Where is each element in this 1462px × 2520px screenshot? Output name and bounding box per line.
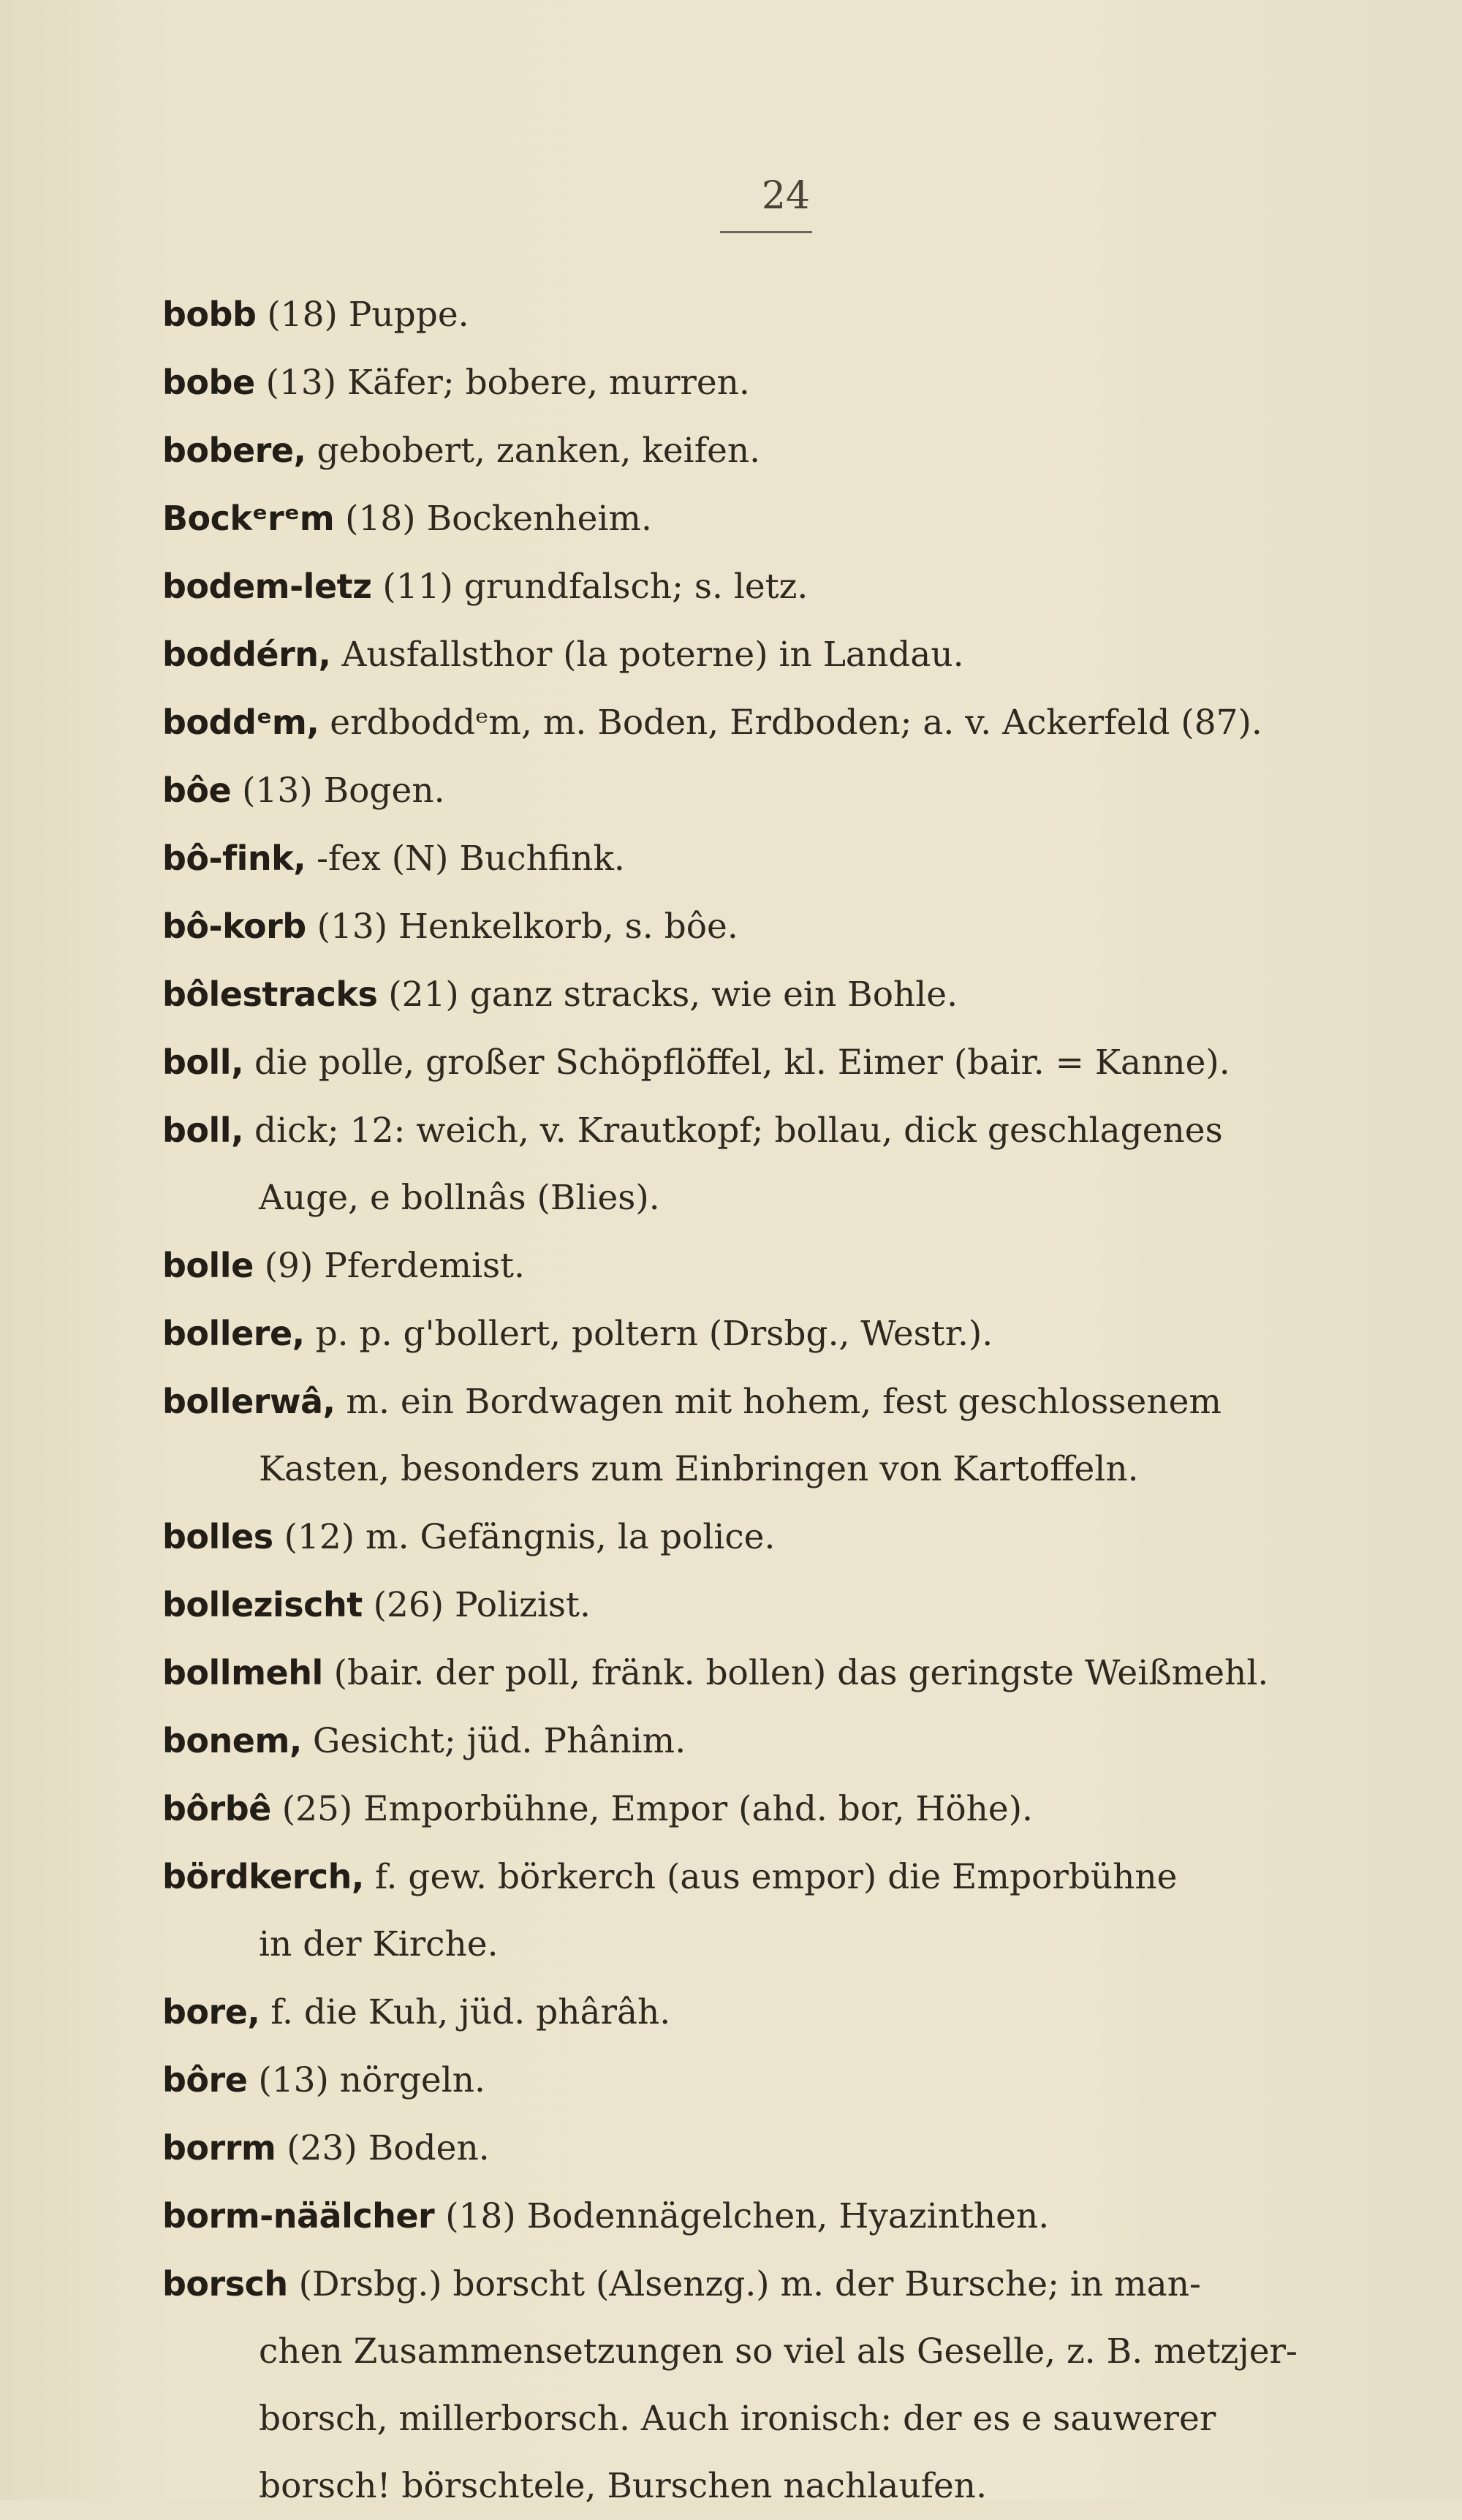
definition: die polle, großer Schöpflöffel, kl. Eimer (bair. = Kanne). [243, 1043, 1230, 1083]
definition: Ausfallsthor (la poterne) in Landau. [330, 635, 964, 675]
definition: (25) Emporbühne, Empor (ahd. bor, Höhe). [270, 1789, 1033, 1829]
headword: bôe [162, 771, 232, 810]
entry-bolle [162, 1232, 1434, 1300]
entry-bobb [162, 281, 1434, 349]
entry-continuation: in der Kirche. [259, 1924, 499, 1964]
headword: bôrbê [162, 1789, 271, 1828]
definition: -fex (N) Buchfink. [306, 839, 625, 879]
headword: bore, [162, 1992, 260, 2032]
definition: (13) Bogen. [231, 771, 445, 811]
entry-bordkerch [162, 1843, 1434, 1911]
definition: (13) Käfer; bobere, murren. [254, 363, 750, 403]
headword: bobb [162, 295, 257, 334]
definition: (26) Polizist. [362, 1585, 591, 1625]
headword: bôre [162, 2060, 248, 2100]
definition: f. gew. börkerch (aus empor) die Emporbühne [363, 1857, 1178, 1897]
definition: (9) Pferdemist. [253, 1246, 525, 1286]
headword: borm-näälcher [162, 2196, 435, 2236]
entry-boe [162, 757, 1434, 825]
entry-bore-2 [162, 2046, 1434, 2114]
headword: bollmehl [162, 1653, 323, 1692]
entry-continuation: borsch, millerborsch. Auch ironisch: der es e sauwerer [259, 2399, 1216, 2439]
headword: bobe [162, 363, 255, 402]
headword: bollerwâ, [162, 1382, 336, 1421]
definition: dick; 12: weich, v. Krautkopf; bollau, dick geschlagenes [243, 1110, 1223, 1151]
entry-bore-1 [162, 1978, 1434, 2046]
entry-borrm [162, 2114, 1434, 2182]
definition: (13) nörgeln. [247, 2060, 485, 2100]
headword: bollere, [162, 1314, 305, 1353]
headword: borrm [162, 2128, 276, 2168]
entry-bockerem [162, 485, 1434, 553]
headword: Bockᵉrᵉm [162, 499, 335, 538]
entry-continuation: chen Zusammensetzungen so viel als Geselle, z. B. metzjer- [259, 2331, 1298, 2372]
definition: (13) Henkelkorb, s. bôe. [306, 907, 738, 947]
entry-borm-naalcher [162, 2182, 1434, 2250]
definition: (18) Bockenheim. [334, 499, 652, 539]
entry-continuation: Auge, e bollnâs (Blies). [259, 1178, 660, 1218]
entry-bobere [162, 417, 1434, 485]
dictionary-entries [162, 281, 1434, 2520]
headword: bobere, [162, 431, 306, 470]
entry-bollezischt [162, 1571, 1434, 1639]
headword: bonem, [162, 1721, 302, 1760]
definition: (23) Boden. [276, 2128, 490, 2168]
definition: erdboddᵉm, m. Boden, Erdboden; a. v. Ackerfeld (87). [319, 703, 1262, 743]
definition: (12) m. Gefängnis, la police. [273, 1517, 776, 1557]
headword: bô-korb [162, 907, 306, 946]
headword: bördkerch, [162, 1857, 364, 1896]
entry-bo-fink [162, 825, 1434, 893]
entry-bobe [162, 349, 1434, 417]
headword: bolle [162, 1246, 254, 1285]
entry-bodem-letz [162, 553, 1434, 621]
definition: (11) grundfalsch; s. letz. [371, 567, 808, 607]
headword: boddᵉm, [162, 703, 319, 742]
definition: (18) Bodennägelchen, Hyazinthen. [434, 2196, 1050, 2236]
entry-bolestracks [162, 961, 1434, 1029]
definition: m. ein Bordwagen mit hohem, fest geschlossenem [335, 1382, 1222, 1422]
headword: boll, [162, 1110, 244, 1150]
entry-bo-korb [162, 893, 1434, 961]
entry-boddem [162, 689, 1434, 757]
definition: Gesicht; jüd. Phânim. [301, 1721, 686, 1761]
entry-bollmehl [162, 1639, 1434, 1707]
definition: f. die Kuh, jüd. phârâh. [260, 1992, 671, 2032]
entry-continuation: borsch! börschtele, Burschen nachlaufen. [259, 2466, 988, 2506]
header-rule [720, 231, 812, 233]
definition: (18) Puppe. [256, 295, 469, 335]
entry-borbe [162, 1775, 1434, 1843]
definition: gebobert, zanken, keifen. [306, 431, 761, 471]
entry-bollerwa [162, 1368, 1434, 1436]
definition: (bair. der poll, fränk. bollen) das geringste Weißmehl. [322, 1653, 1269, 1693]
entry-bollere [162, 1300, 1434, 1368]
entry-continuation: Kasten, besonders zum Einbringen von Kartoffeln. [259, 1449, 1139, 1489]
headword: bôlestracks [162, 975, 378, 1014]
entry-boddern [162, 621, 1434, 689]
headword: bodem-letz [162, 567, 372, 606]
headword: boll, [162, 1043, 244, 1082]
headword: bolles [162, 1517, 273, 1556]
entry-bolles [162, 1503, 1434, 1571]
page-number: 24 [761, 174, 811, 218]
definition: p. p. g'bollert, poltern (Drsbg., Westr.). [304, 1314, 993, 1354]
headword: bollezischt [162, 1585, 363, 1624]
headword: borsch [162, 2264, 288, 2304]
entry-bonem [162, 1707, 1434, 1775]
entry-boll-2 [162, 1097, 1434, 1165]
definition: (Drsbg.) borscht (Alsenzg.) m. der Bursche; in man- [287, 2264, 1201, 2304]
entry-boll-1 [162, 1029, 1434, 1097]
entry-borsch [162, 2250, 1434, 2318]
headword: bô-fink, [162, 839, 306, 878]
definition: (21) ganz stracks, wie ein Bohle. [377, 975, 958, 1015]
headword: boddérn, [162, 635, 331, 674]
